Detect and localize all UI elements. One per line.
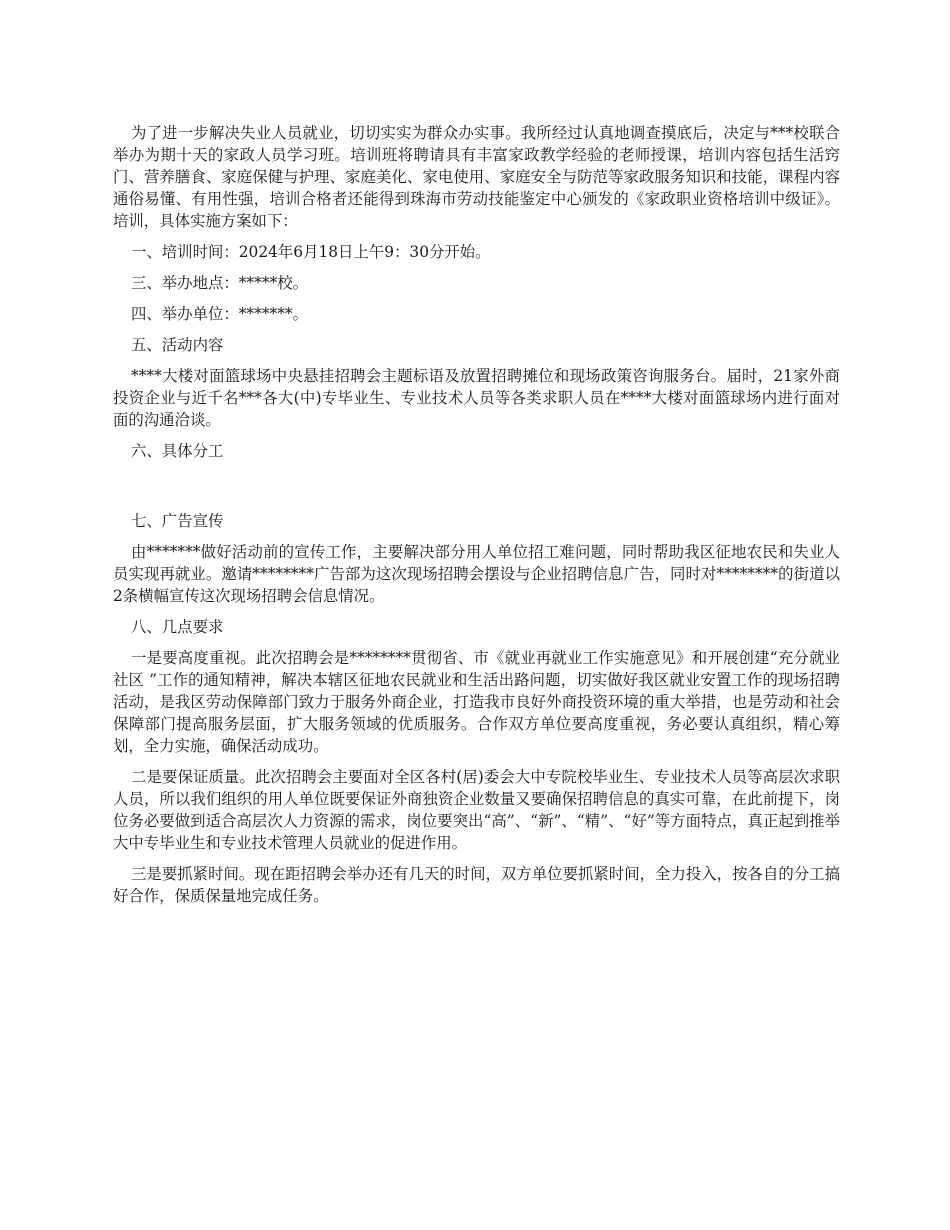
section-requirements-heading: 八、几点要求 xyxy=(131,618,224,636)
section-division-heading: 六、具体分工 xyxy=(131,442,224,460)
section-publicity-heading: 七、广告宣传 xyxy=(131,512,224,530)
section-organizer: 四、举办单位：*******。 xyxy=(131,305,308,323)
publicity-paragraph: 由*******做好活动前的宣传工作，主要解决部分用人单位招工难问题，同时帮助我区征地农民和失业人员实现再就业。邀请********广告部为这次现场招聘会摆设与企业招聘信息广告，同时对********的街道以2条横幅宣传这次现场招聘会信息情况。 xyxy=(113,543,840,605)
section-activity-heading: 五、活动内容 xyxy=(131,336,224,354)
document-body xyxy=(113,122,840,907)
section-venue: 三、举办地点：*****校。 xyxy=(131,274,308,292)
activity-paragraph: ****大楼对面篮球场中央悬挂招聘会主题标语及放置招聘摊位和现场政策咨询服务台。届时，21家外商投资企业与近千名***各大(中)专毕业生、专业技术人员等各类求职人员在****大楼对面篮球场内进行面对面的沟通洽谈。 xyxy=(113,367,840,429)
intro-paragraph: 为了进一步解决失业人员就业，切切实实为群众办实事。我所经过认真地调查摸底后，决定与***校联合举办为期十天的家政人员学习班。培训班将聘请具有丰富家政教学经验的老师授课，培训内容包括生活窍门、营养膳食、家庭保健与护理、家庭美化、家电使用、家庭安全与防范等家政服务知识和技能，课程内容通俗易懂、有用性强，培训合格者还能得到珠海市劳动技能鉴定中心颁发的《家政职业资格培训中级证》。培训，具体实施方案如下： xyxy=(113,124,840,230)
requirement-paragraph-2: 二是要保证质量。此次招聘会主要面对全区各村(居)委会大中专院校毕业生、专业技术人员等高层次求职人员，所以我们组织的用人单位既要保证外商独资企业数量又要确保招聘信息的真实可靠，在此前提下，岗位务必要做到适合高层次人力资源的需求，岗位要突出“高”、“新”、“精”、“好”等方面特点，真正起到推举大中专毕业生和专业技术管理人员就业的促进作用。 xyxy=(113,768,840,852)
section-training-time: 一、培训时间：2024年6月18日上午9：30分开始。 xyxy=(131,243,491,261)
requirement-paragraph-1: 一是要高度重视。此次招聘会是********贯彻省、市《就业再就业工作实施意见》和开展创建“充分就业社区 ”工作的通知精神，解决本辖区征地农民就业和生活出路问题，切实做好我区就业安置工作的现场招聘活动，是我区劳动保障部门致力于服务外商企业，打造我市良好外商投资环境的重大举措，也是劳动和社会保障部门提高服务层面，扩大服务领域的优质服务。合作双方单位要高度重视，务必要认真组织，精心筹划，全力实施，确保活动成功。 xyxy=(113,649,840,755)
requirement-paragraph-3: 三是要抓紧时间。现在距招聘会举办还有几天的时间，双方单位要抓紧时间，全力投入，按各自的分工搞好合作，保质保量地完成任务。 xyxy=(113,865,840,905)
